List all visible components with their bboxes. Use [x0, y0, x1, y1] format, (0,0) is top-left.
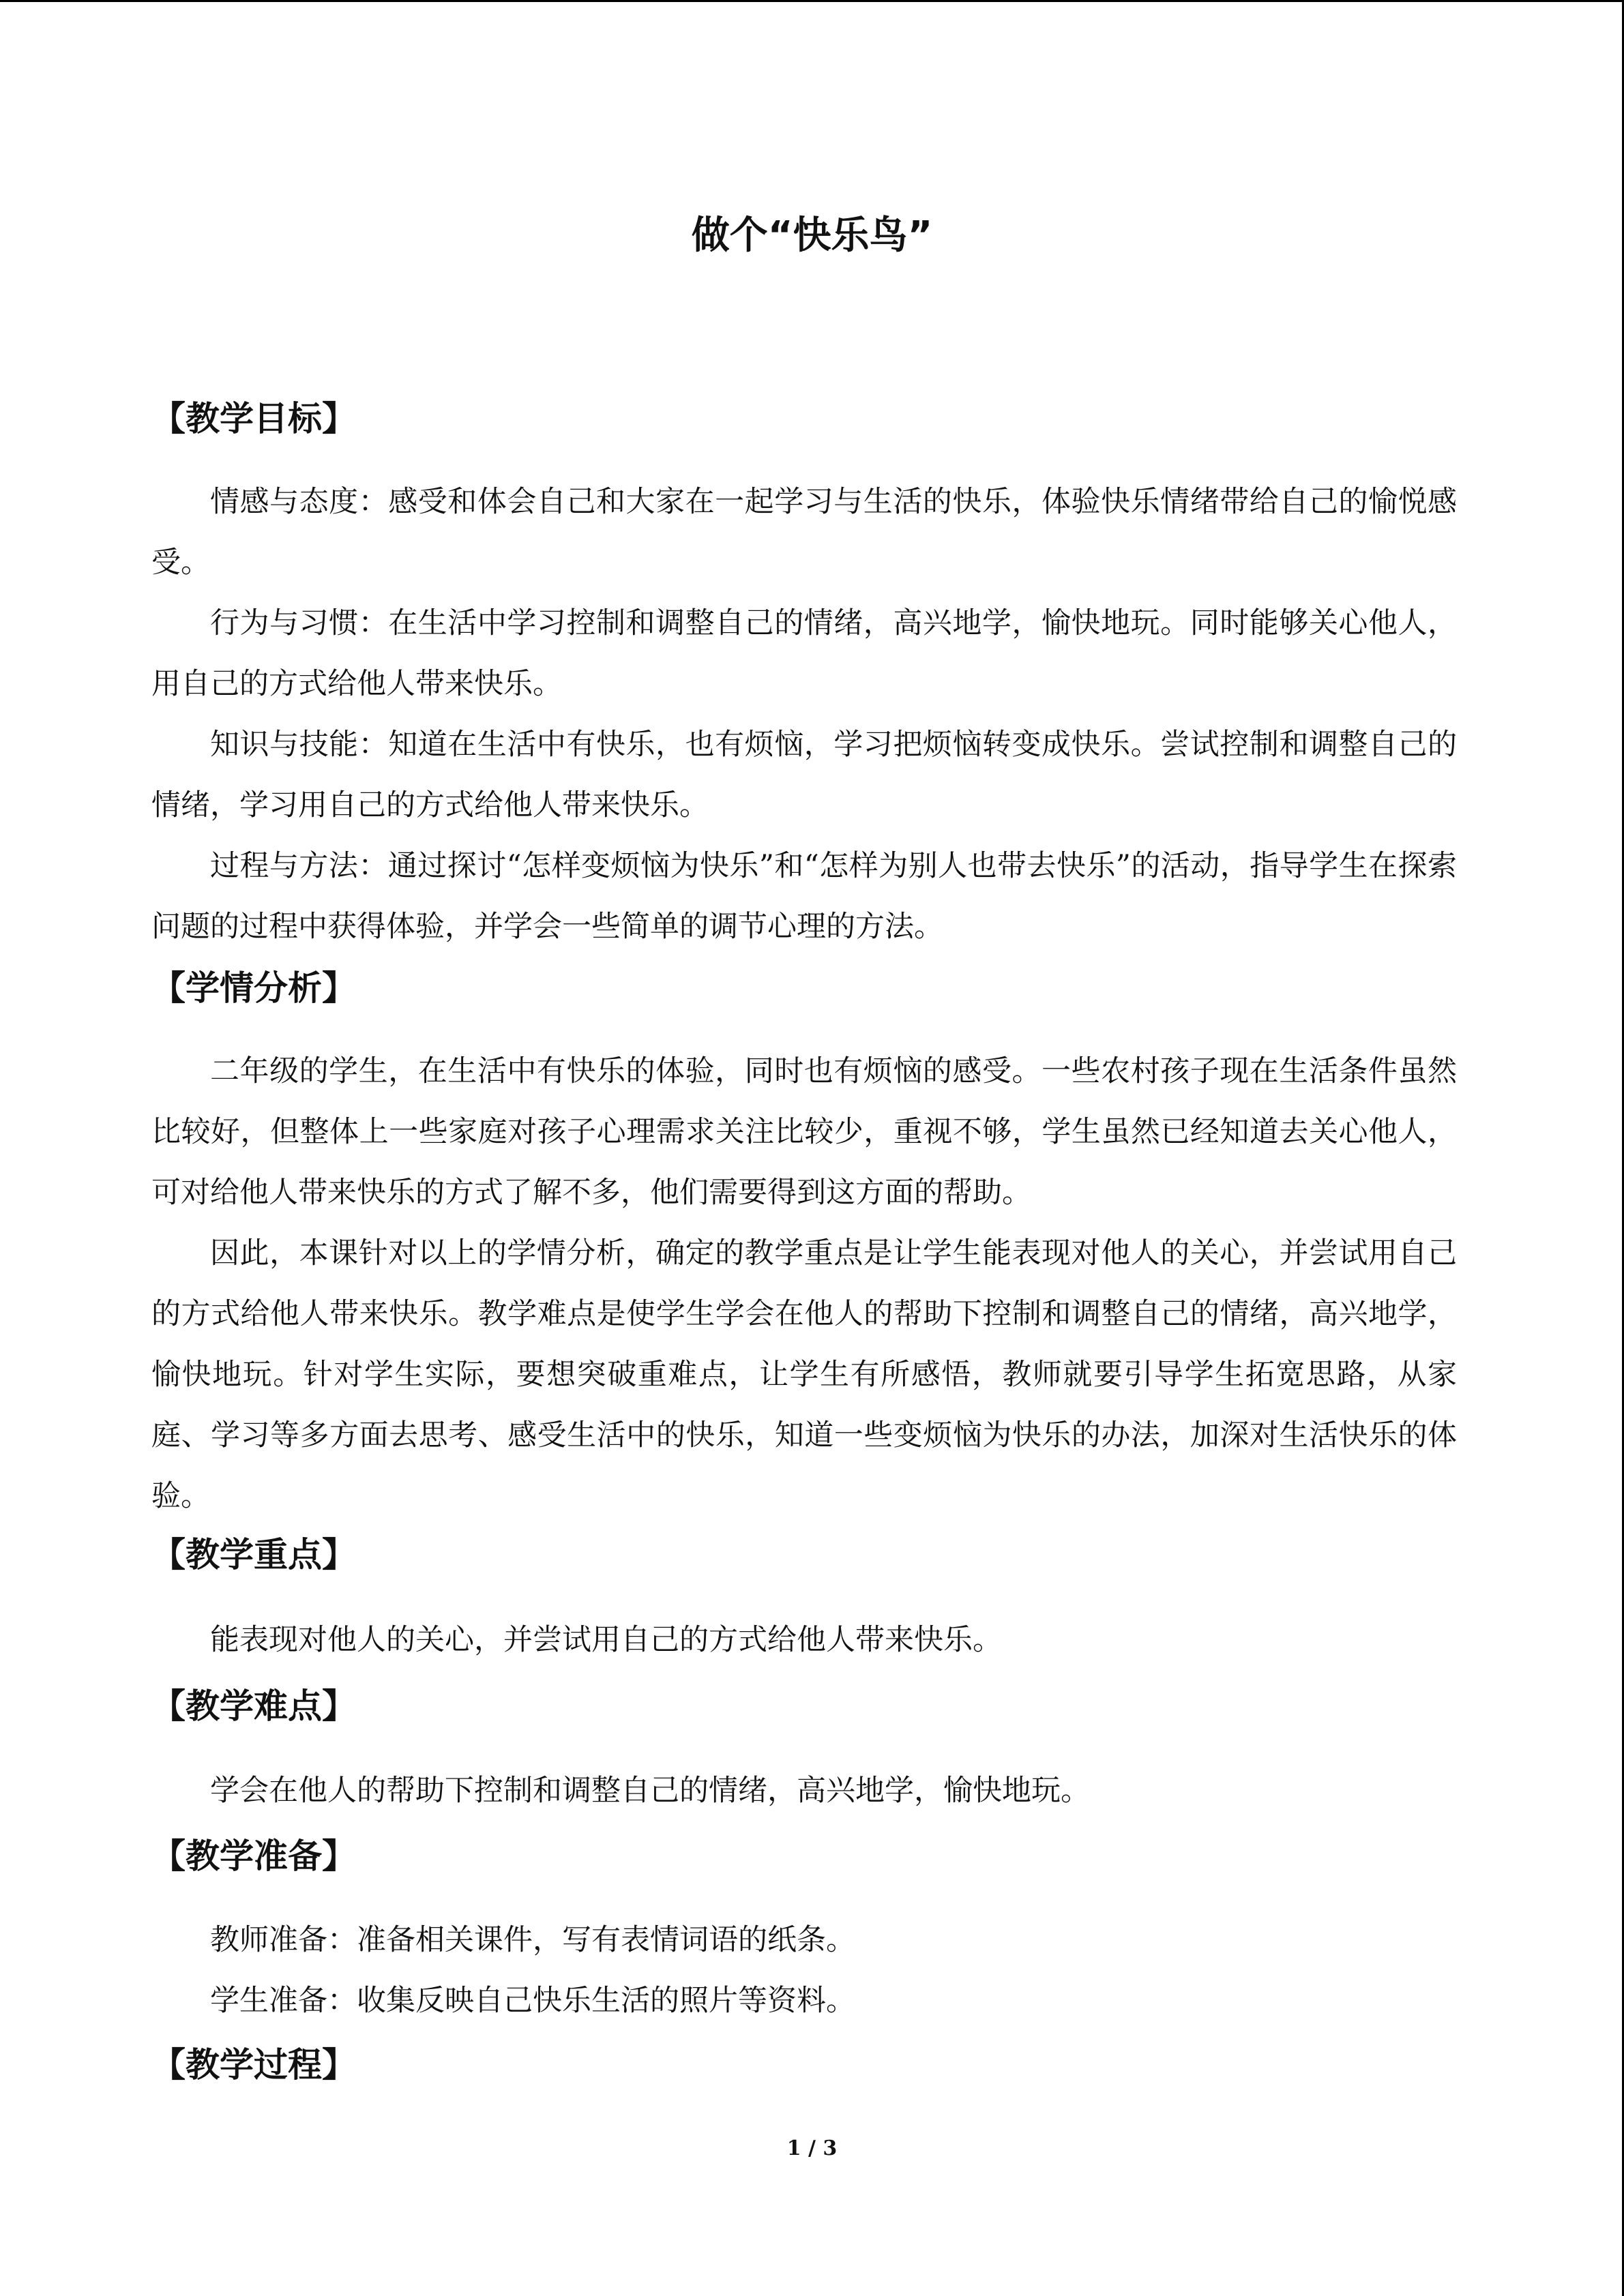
paragraph-goal-behavior: 行为与习惯：在生活中学习控制和调整自己的情绪，高兴地学，愉快地玩。同时能够关心他人，用自己的方式给他人带来快乐。 [151, 606, 1457, 701]
paragraph-key-points: 能表现对他人的关心，并尝试用自己的方式给他人带来快乐。 [210, 1623, 1002, 1657]
section-heading-difficulties: 【教学难点】 [151, 1686, 356, 1726]
page-border-top [0, 0, 1624, 2]
section-heading-teaching-goals: 【教学目标】 [151, 399, 356, 438]
paragraph-goal-process: 过程与方法：通过探讨“怎样变烦恼为快乐”和“怎样为别人也带去快乐”的活动，指导学生在探索问题的过程中获得体验，并学会一些简单的调节心理的方法。 [151, 849, 1457, 944]
page-number: 1 / 3 [786, 2136, 838, 2160]
paragraph-analysis-1: 二年级的学生，在生活中有快乐的体验，同时也有烦恼的感受。一些农村孩子现在生活条件虽然比较好，但整体上一些家庭对孩子心理需求关注比较少，重视不够，学生虽然已经知道去关心他人，可对给他人带来快乐的方式了解不多，他们需要得到这方面的帮助。 [151, 1054, 1457, 1210]
section-heading-key-points: 【教学重点】 [151, 1535, 356, 1575]
paragraph-student-preparation: 学生准备：收集反映自己快乐生活的照片等资料。 [210, 1984, 855, 2018]
paragraph-goal-emotion: 情感与态度：感受和体会自己和大家在一起学习与生活的快乐，体验快乐情绪带给自己的愉悦感受。 [151, 485, 1457, 580]
section-heading-student-analysis: 【学情分析】 [151, 968, 356, 1008]
paragraph-goal-knowledge: 知识与技能：知道在生活中有快乐，也有烦恼，学习把烦恼转变成快乐。尝试控制和调整自己的情绪，学习用自己的方式给他人带来快乐。 [151, 728, 1457, 822]
document-title: 做个“快乐鸟” [691, 213, 933, 258]
paragraph-teacher-preparation: 教师准备：准备相关课件，写有表情词语的纸条。 [210, 1923, 855, 1957]
paragraph-analysis-2: 因此，本课针对以上的学情分析，确定的教学重点是让学生能表现对他人的关心，并尝试用自己的方式给他人带来快乐。教学难点是使学生学会在他人的帮助下控制和调整自己的情绪，高兴地学，愉快地玩。针对学生实际，要想突破重难点，让学生有所感悟，教师就要引导学生拓宽思路，从家庭、学习等多方面去思考、感受生活中的快乐，知道一些变烦恼为快乐的办法，加深对生活快乐的体验。 [151, 1236, 1457, 1513]
section-heading-teaching-process: 【教学过程】 [151, 2045, 356, 2085]
section-heading-preparation: 【教学准备】 [151, 1836, 356, 1876]
paragraph-difficulties: 学会在他人的帮助下控制和调整自己的情绪，高兴地学，愉快地玩。 [210, 1774, 1090, 1808]
